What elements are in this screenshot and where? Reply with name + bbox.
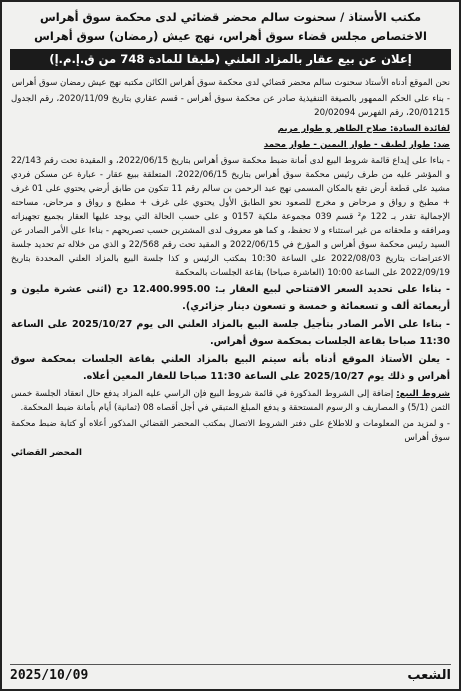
closing-row [11, 417, 450, 445]
notice-header [2, 2, 459, 46]
notice-body [2, 70, 459, 460]
conditions-paragraph [11, 387, 450, 415]
publication-name: الشعب [407, 668, 451, 683]
defendants-line: ضد: طوار لطيف - طوار اليمين - طوار محمد [263, 140, 450, 150]
notice-title-banner: إعلان عن بيع عقار بالمزاد العلني (طبقا للمادة 748 من ق.إ.م.إ) [10, 49, 451, 70]
property-description-paragraph: - بناءا على إيداع قائمة شروط البيع لدى أمانة ضبط محكمة سوق أهراس بتاريخ 2022/06/15، و المقيدة تحت رقم 22/143 و المؤشر عليه من طرف رئيس محكمة سوق أهراس بتاريخ 2022/06/15، المتعلقة ببيع عقار - عبارة عن مسكن فردي مشيد على قطعة أرض تقع بالمكان المسمى نهج عبد الرحمن بن سالم رقم 11 تتكون من طابق أرضي يحتوي على 01 غرف + مطبخ و رواق و مرحاض و مخرج للصعود نحو الطابق الأول يحتوي على غرف + مطبخ و رواق و مرحاض، مساحته الإجمالية تقدر بـ 122 م² قسم 039 مجموعة ملكية 0157 و على حسب الحالة التي يوجد عليها العقار بجميع تجهيزاته ومرافقه و ملحقاته من غير استثناء و لا تحفظ، و كما هو معروف لدى المشترين حسب تصريحهم - بناءا على الأمر الصادر عن السيد رئيس محكمة سوق أهراس و المؤرخ في 2022/06/15 و المقيد تحت رقم 22/568 و الذي من خلاله تم تحديد جلسة الاعتراضات بتاريخ 2022/08/03 على الساعة 10:30 بمكتب الرئيس و كذا جلسة البيع بالمزاد العلني المحددة بتاريخ 2022/09/19 على الساعة 10:00 (العاشرة صباحا) بقاعة الجلسات بالمحكمة [11, 156, 451, 278]
intro-paragraph: نحن الموقع أدناه الأستاذ سحنوت سالم محضر قضائي لدى محكمة سوق أهراس الكائن مكتبه نهج عيش رمضان سوق أهراس [11, 78, 450, 88]
postponement-paragraph: - بناءا على الأمر الصادر بتأجيل جلسة البيع بالمزاد العلني الى يوم 2025/10/27 على الساعة 11:30 صباحا بقاعة الجلسات بمحكمة سوق أهراس. [11, 319, 451, 347]
signature-label: المحضر القضائي [11, 448, 82, 458]
publication-date: 2025/10/09 [10, 668, 89, 683]
bailiff-office-line: مكتب الأستاذ / سحنوت سالم محضر قضائي لدى محكمة سوق أهراس [40, 10, 421, 24]
conditions-label: شروط البيع: [396, 389, 450, 399]
contact-paragraph: - و لمزيد من المعلومات و للاطلاع على دفتر الشروط الاتصال بمكتب المحضر القضائي المذكور أعلاه أو كتابة ضبط محكمة سوق أهراس [11, 419, 450, 443]
opening-price-paragraph: - بناءا على تحديد السعر الافتتاحي لبيع العقار بـ: 12.400.995.00 دج (اثنى عشرة مليون و أربعمائة ألف و تسعمائة و خمسة و تسعون دينار جزائري). [11, 284, 450, 312]
judgment-paragraph: - بناء على الحكم الممهور بالصيغة التنفيذية صادر عن محكمة سوق أهراس - قسم عقاري بتاريخ 2020/11/09، رقم الجدول 20/01215، رقم الفهرس 20/02094 [11, 94, 450, 118]
publication-footer [10, 664, 451, 683]
signature-row [11, 446, 450, 460]
beneficiaries-line: لفائدة السادة: صلاح الطاهر و طوار مريم [277, 124, 450, 134]
auction-announcement-paragraph: - يعلن الأستاذ الموقع أدناه بأنه سيتم البيع بالمزاد العلني بقاعة الجلسات بمحكمة سوق أهراس و ذلك يوم 2025/10/27 على الساعة 11:30 صباحا للعقار المعين أعلاه. [11, 354, 450, 382]
conditions-text: إضافة إلى الشروط المذكورة في قائمة شروط البيع فإن الراسي عليه المزاد يدفع حال انعقاد الجلسة خمس الثمن (5/1) و المصاريف و الرسوم المستحقة و يدفع المبلغ المتبقي في أجل أقصاه 08 (ثمانية) أيام بأمانة ضبط المحكمة. [11, 389, 450, 413]
jurisdiction-line: الاختصاص مجلس قضاء سوق أهراس، نهج عيش (رمضان) سوق أهراس [34, 29, 427, 43]
